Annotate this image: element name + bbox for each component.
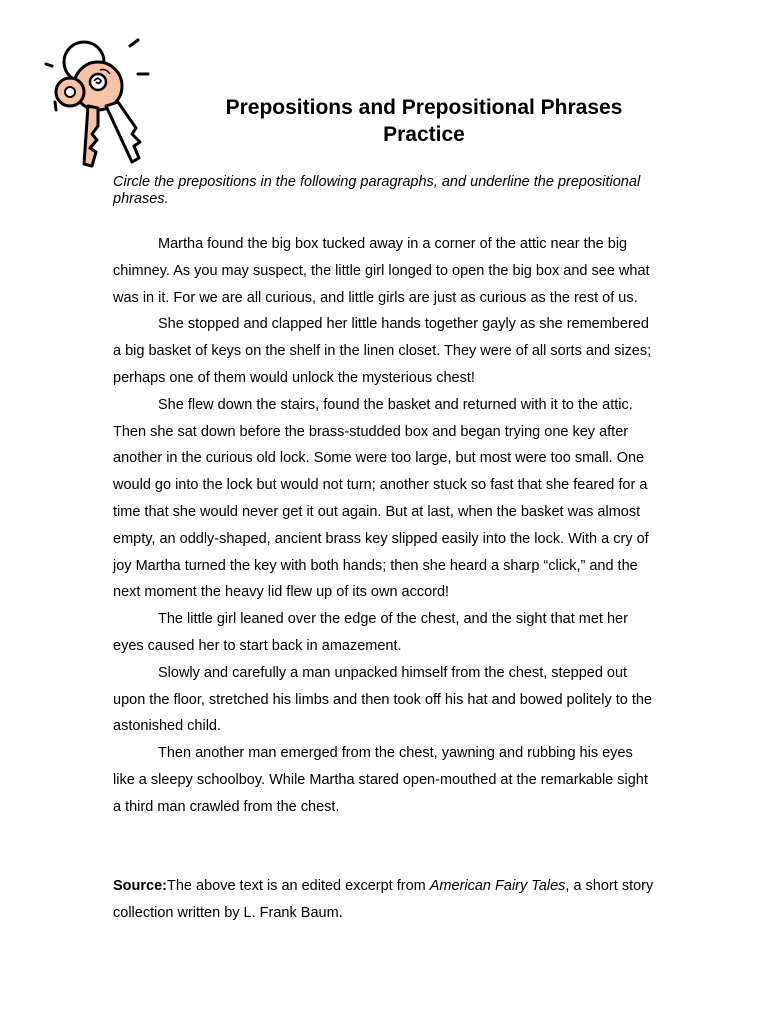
story-paragraph: Slowly and carefully a man unpacked himself from the chest, stepped out upon the floor, stretched his limbs and then took off his hat and bowed politely to the astonished child. (113, 664, 652, 735)
story-paragraph: Then another man emerged from the chest, yawning and rubbing his eyes like a sleepy schoolboy. While Martha stared open-mouthed at the remarkable sight a third man crawled from the chest. (113, 745, 648, 815)
story-paragraph: She flew down the stairs, found the basket and returned with it to the attic. Then she sat down before the brass-studded box and began trying one key after another in the curious old lock. Some were too large, but most were too small. One would go into the lock but would not turn; another stuck so fast that she feared for a time that she would never get it out again. But at last, when the basket was almost empty, an oddly-shaped, ancient brass key slipped easily into the lock. With a cry of joy Martha turned the key with both hands; then she heard a sharp “click,” and the next moment the heavy lid flew up of its own accord! (113, 396, 649, 601)
worksheet-title: Prepositions and Prepositional Phrases Practice (225, 96, 623, 146)
source-label: Source: (113, 878, 167, 894)
story-paragraph: Martha found the big box tucked away in a corner of the attic near the big chimney. As you may suspect, the little girl longed to open the big box and see what was in it. For we are all curious, and little girls are just as curious as the rest of us. (113, 236, 650, 306)
story-paragraph: She stopped and clapped her little hands together gayly as she remembered a big basket of keys on the shelf in the linen closet. They were of all sorts and sizes; perhaps one of them would unlock the mysterious chest! (113, 316, 652, 386)
source-citation (113, 873, 658, 927)
keys-icon (40, 34, 158, 172)
source-text-before: The above text is an edited excerpt from (167, 878, 430, 894)
instructions-text: Circle the prepositions in the following paragraphs, and underline the prepositional phrases. (113, 174, 641, 207)
source-book-title: American Fairy Tales (429, 878, 566, 894)
story-text (113, 231, 658, 821)
source-text-after: , a short story collection written by L. Frank Baum. (113, 878, 654, 921)
story-paragraph: The little girl leaned over the edge of the chest, and the sight that met her eyes caused her to start back in amazement. (113, 611, 628, 654)
